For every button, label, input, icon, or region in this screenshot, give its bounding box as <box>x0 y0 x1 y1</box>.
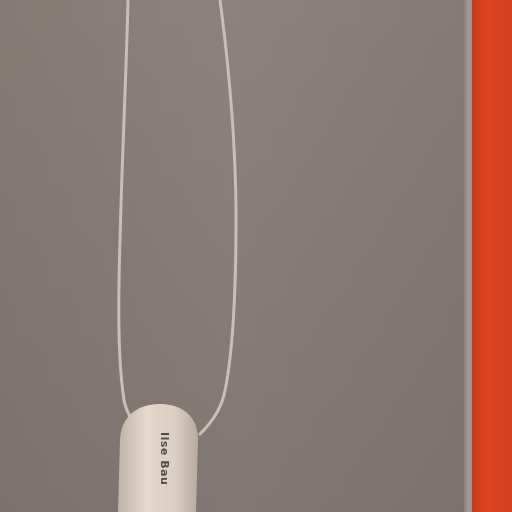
tag-label: Ilse Bau <box>158 432 171 486</box>
